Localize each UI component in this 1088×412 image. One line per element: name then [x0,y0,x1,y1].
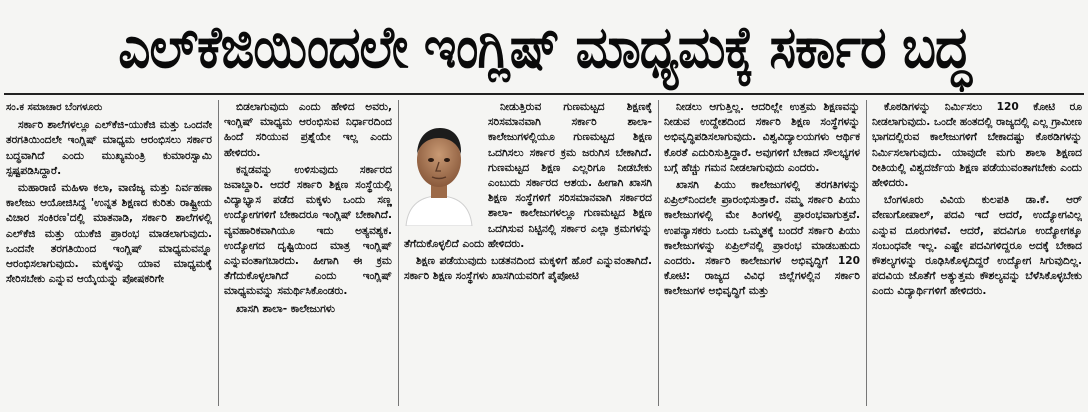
article-column-1 [6,100,212,410]
headline-rule [4,93,1084,95]
paragraph: ಖಾಸಗಿ ಶಾಲಾ- ಕಾಲೇಜುಗಳು [236,302,335,315]
paragraph: ಕೊಠಡಿಗಳನ್ನು ನಿರ್ಮಿಸಲು 120 ಕೋಟಿ ರೂ ನೀಡಲಾಗುವುದು. ಒಂದೇ ಹಂತದಲ್ಲಿ ರಾಜ್ಯದಲ್ಲಿ ಎಲ್ಲ ಗ್ರಾಮೀಣ ಭಾಗದಲ್ಲಿರುವ ಕಾಲೇಜುಗಳಿಗೆ ಬೇಕಾದಷ್ಟು ಕೊಠಡಿಗಳನ್ನು ನಿರ್ಮಿಸಲಾಗುವುದು. ಯಾವುದೇ ಮಗು ಶಾಲಾ ಶಿಕ್ಷಣದ ರೀತಿಯಲ್ಲಿ ವಿಶ್ವದರ್ಜೆಯ ಶಿಕ್ಷಣ ಪಡೆಯುವಂತಾಗಬೇಕು ಎಂದು ಹೇಳಿದರು. [872,101,1082,190]
person-portrait-icon [400,116,478,226]
article-body [0,100,1088,410]
paragraph: ಮಹಾರಾಣಿ ಮಹಿಳಾ ಕಲಾ, ವಾಣಿಜ್ಯ ಮತ್ತು ನಿರ್ವಹಣಾ ಕಾಲೇಜು ಆಯೋಜಿಸಿದ್ದ 'ಉನ್ನತ ಶಿಕ್ಷಣದ ಕುರಿತು ರಾಷ್ಟ್ರೀಯ ವಿಚಾರ ಸಂಕಿರಣ'ದಲ್ಲಿ ಮಾತನಾಡಿ, ಸರ್ಕಾರಿ ಶಾಲೆಗಳಲ್ಲಿ ಎಲ್‌ಕೆಜಿ ಮತ್ತು ಯುಕೆಜಿ ಪ್ರಾರಂಭ ಮಾಡಲಾಗುವುದು. ಒಂದನೇ ತರಗತಿಯಿಂದ ಇಂಗ್ಲಿಷ್ ಮಾಧ್ಯಮವನ್ನೂ ಆರಂಭಿಸಲಾಗುವುದು. ಮಕ್ಕಳನ್ನು ಯಾವ ಮಾಧ್ಯಮಕ್ಕೆ ಸೇರಿಸಬೇಕು ಎನ್ನುವ ಆಯ್ಕೆಯನ್ನು ಪೋಷಕರಿಗೇ [6,182,212,286]
article-column-5 [872,100,1082,410]
article-column-2 [224,100,392,410]
headline-container [4,2,1084,92]
portrait-photo [400,116,478,226]
paragraph: ಶಿಕ್ಷಣ ಪಡೆಯುವುದು ಬಡತನದಿಂದ ಮಕ್ಕಳಿಗೆ ಹೊರೆ ಎನ್ನುವಂತಾಗಿದೆ. ಸರ್ಕಾರಿ ಶಿಕ್ಷಣ ಸಂಸ್ಥೆಗಳು ಖಾಸಗಿಯವರಿಗೆ ಪೈಪೋಟಿ [404,255,652,283]
paragraph: ಕನ್ನಡವನ್ನು ಉಳಿಸುವುದು ಸರ್ಕಾರದ ಜವಾಬ್ದಾರಿ. ಆದರೆ ಸರ್ಕಾರಿ ಶಿಕ್ಷಣ ಸಂಸ್ಥೆಯಲ್ಲಿ ವಿದ್ಯಾಭ್ಯಾಸ ಪಡೆದ ಮಕ್ಕಳು ಒಂದು ಸಣ್ಣ ಉದ್ಯೋಗಗಳಿಗೆ ಬೇಕಾದರೂ ಇಂಗ್ಲಿಷ್ ಬೇಕಾಗಿದೆ. ವ್ಯವಹಾರಿಕವಾಗಿಯೂ ಇದು ಅತ್ಯವಶ್ಯಕ. ಉದ್ಯೋಗದ ದೃಷ್ಟಿಯಿಂದ ಮಾತ್ರ ಇಂಗ್ಲಿಷ್ ಎನ್ನುವಂತಾಗಬಾರದು. ಹೀಗಾಗಿ ಈ ಕ್ರಮ ತೆಗೆದುಕೊಳ್ಳಲಾಗಿದೆ ಎಂದು ಇಂಗ್ಲಿಷ್ ಮಾಧ್ಯಮವನ್ನು ಸಮರ್ಥಿಸಿಕೊಂಡರು. [224,163,392,298]
paragraph: ಬೆಂಗಳೂರು ವಿವಿಯ ಕುಲಪತಿ ಡಾ.ಕೆ. ಆರ್ ವೇಣುಗೋಪಾಲ್, ಪದವಿ ಇದೆ ಆದರೆ, ಉದ್ಯೋಗವಿಲ್ಲ ಎನ್ನುವ ದೂರುಗಳಿವೆ. ಆದರೆ, ಪದವಿಗೂ ಉದ್ಯೋಗಕ್ಕೂ ಸಂಬಂಧವೇ ಇಲ್ಲ. ಎಷ್ಟೇ ಪದವಿಗಳಿದ್ದರೂ ಅದಕ್ಕೆ ಬೇಕಾದ ಕೌಶಲ್ಯಗಳನ್ನು ರೂಢಿಸಿಕೊಳ್ಳದಿದ್ದರೆ ಉದ್ಯೋಗ ಸಿಗುವುದಿಲ್ಲ. ಪದವಿಯ ಜೊತೆಗೆ ಅತ್ಯುತ್ತಮ ಕೌಶಲ್ಯವನ್ನು ಬೆಳೆಸಿಕೊಳ್ಳಬೇಕು ಎಂದು ವಿದ್ಯಾರ್ಥಿಗಳಿಗೆ ಹೇಳಿದರು. [872,194,1082,298]
paragraph: ಬಿಡಲಾಗುವುದು ಎಂದು ಹೇಳಿದ ಅವರು, ಇಂಗ್ಲಿಷ್ ಮಾಧ್ಯಮ ಆರಂಭಿಸುವ ನಿರ್ಧಾರದಿಂದ ಹಿಂದೆ ಸರಿಯುವ ಪ್ರಶ್ನೆಯೇ ಇಲ್ಲ ಎಂದು ಹೇಳಿದರು. [224,101,392,159]
paragraph: ನೀಡುತ್ತಿರುವ ಗುಣಮಟ್ಟದ ಶಿಕ್ಷಣಕ್ಕೆ ಸರಿಸಮಾನವಾಗಿ ಸರ್ಕಾರಿ ಶಾಲಾ-ಕಾಲೇಜುಗಳಲ್ಲಿಯೂ ಗುಣಮಟ್ಟದ ಶಿಕ್ಷಣ ಒದಗಿಸಲು ಸರ್ಕಾರ ಕ್ರಮ ಜರುಗಿಸ ಬೇಕಾಗಿದೆ. ಗುಣಮಟ್ಟದ ಶಿಕ್ಷಣ ಎಲ್ಲರಿಗೂ ನೀಡಬೇಕು ಎಂಬುದು ಸರ್ಕಾರದ ಆಶಯ. ಹೀಗಾಗಿ ಖಾಸಗಿ ಶಿಕ್ಷಣ ಸಂಸ್ಥೆಗಳಿಗೆ ಸರಿಸಮಾನವಾಗಿ ಸರ್ಕಾರದ ಶಾಲಾ- ಕಾಲೇಜುಗಳಲ್ಲೂ ಗುಣಮಟ್ಟದ ಶಿಕ್ಷಣ ಒದಗಿಸುವ ನಿಟ್ಟಿನಲ್ಲಿ ಸರ್ಕಾರ ಎಲ್ಲಾ ಕ್ರಮಗಳನ್ನು ತೆಗೆದುಕೊಳ್ಳಲಿದೆ ಎಂದು ಹೇಳಿದರು. [404,101,652,250]
byline: ಸಂ.ಕ ಸಮಾಚಾರ ಬೆಂಗಳೂರು [6,102,103,113]
article-column-4 [664,100,860,410]
paragraph: ನೀಡಲು ಆಗುತ್ತಿಲ್ಲ. ಆದರಿಲ್ಲೇ ಉತ್ತಮ ಶಿಕ್ಷಣವನ್ನು ನೀಡುವ ಉದ್ದೇಶದಿಂದ ಸರ್ಕಾರಿ ಶಿಕ್ಷಣ ಸಂಸ್ಥೆಗಳನ್ನು ಅಭಿವೃದ್ಧಿಪಡಿಸಲಾಗುವುದು. ವಿಶ್ವವಿದ್ಯಾಲಯಗಳು ಆರ್ಥಿಕ ಕೊರತೆ ಎದುರಿಸುತ್ತಿದ್ದಾರೆ. ಅವುಗಳಿಗೆ ಬೇಕಾದ ಸೌಲಭ್ಯಗಳ ಬಗ್ಗೆ ಹೆಚ್ಚು ಗಮನ ನೀಡಲಾಗುವುದು ಎಂದರು. [664,101,860,174]
paragraph: ಖಾಸಗಿ ಪಿಯು ಕಾಲೇಜುಗಳಲ್ಲಿ ತರಗತಿಗಳನ್ನು ಏಪ್ರಿಲ್‌ನಿಂದಲೇ ಪ್ರಾರಂಭಿಸುತ್ತಾರೆ. ನಮ್ಮ ಸರ್ಕಾರಿ ಪಿಯು ಕಾಲೇಜುಗಳಲ್ಲಿ ಮೇ ತಿಂಗಳಲ್ಲಿ ಪ್ರಾರಂಭವಾಗುತ್ತವೆ. ಉಪನ್ಯಾಸಕರು ಒಂದು ಒಮ್ಮತಕ್ಕೆ ಬಂದರೆ ಸರ್ಕಾರಿ ಪಿಯು ಕಾಲೇಜುಗಳನ್ನು ಏಪ್ರಿಲ್‌ನಲ್ಲಿ ಪ್ರಾರಂಭ ಮಾಡಬಹುದು ಎಂದರು. ಸರ್ಕಾರಿ ಕಾಲೇಜುಗಳ ಅಭಿವೃದ್ಧಿಗೆ 120 ಕೋಟಿ: ರಾಜ್ಯದ ವಿವಿಧ ಜಿಲ್ಲೆಗಳಲ್ಲಿನ ಸರ್ಕಾರಿ ಕಾಲೇಜುಗಳ ಅಭಿವೃದ್ಧಿಗೆ ಮತ್ತು [664,179,860,298]
headline: ಎಲ್‌ಕೆಜಿಯಿಂದಲೇ ಇಂಗ್ಲಿಷ್ ಮಾಧ್ಯಮಕ್ಕೆ ಸರ್ಕಾರ ಬದ್ಧ [117,13,971,81]
paragraph: ಸರ್ಕಾರಿ ಶಾಲೆಗಳಲ್ಲೂ ಎಲ್‌ಕೆಜಿ-ಯುಕೆಜಿ ಮತ್ತು ಒಂದನೇ ತರಗತಿಯಿಂದಲೇ ಇಂಗ್ಲಿಷ್ ಮಾಧ್ಯಮ ಆರಂಭಿಸಲು ಸರ್ಕಾರ ಬದ್ಧವಾಗಿದೆ ಎಂದು ಮುಖ್ಯಮಂತ್ರಿ ಕುಮಾರಸ್ವಾಮಿ ಸ್ಪಷ್ಟಪಡಿಸಿದ್ದಾರೆ. [6,119,212,177]
